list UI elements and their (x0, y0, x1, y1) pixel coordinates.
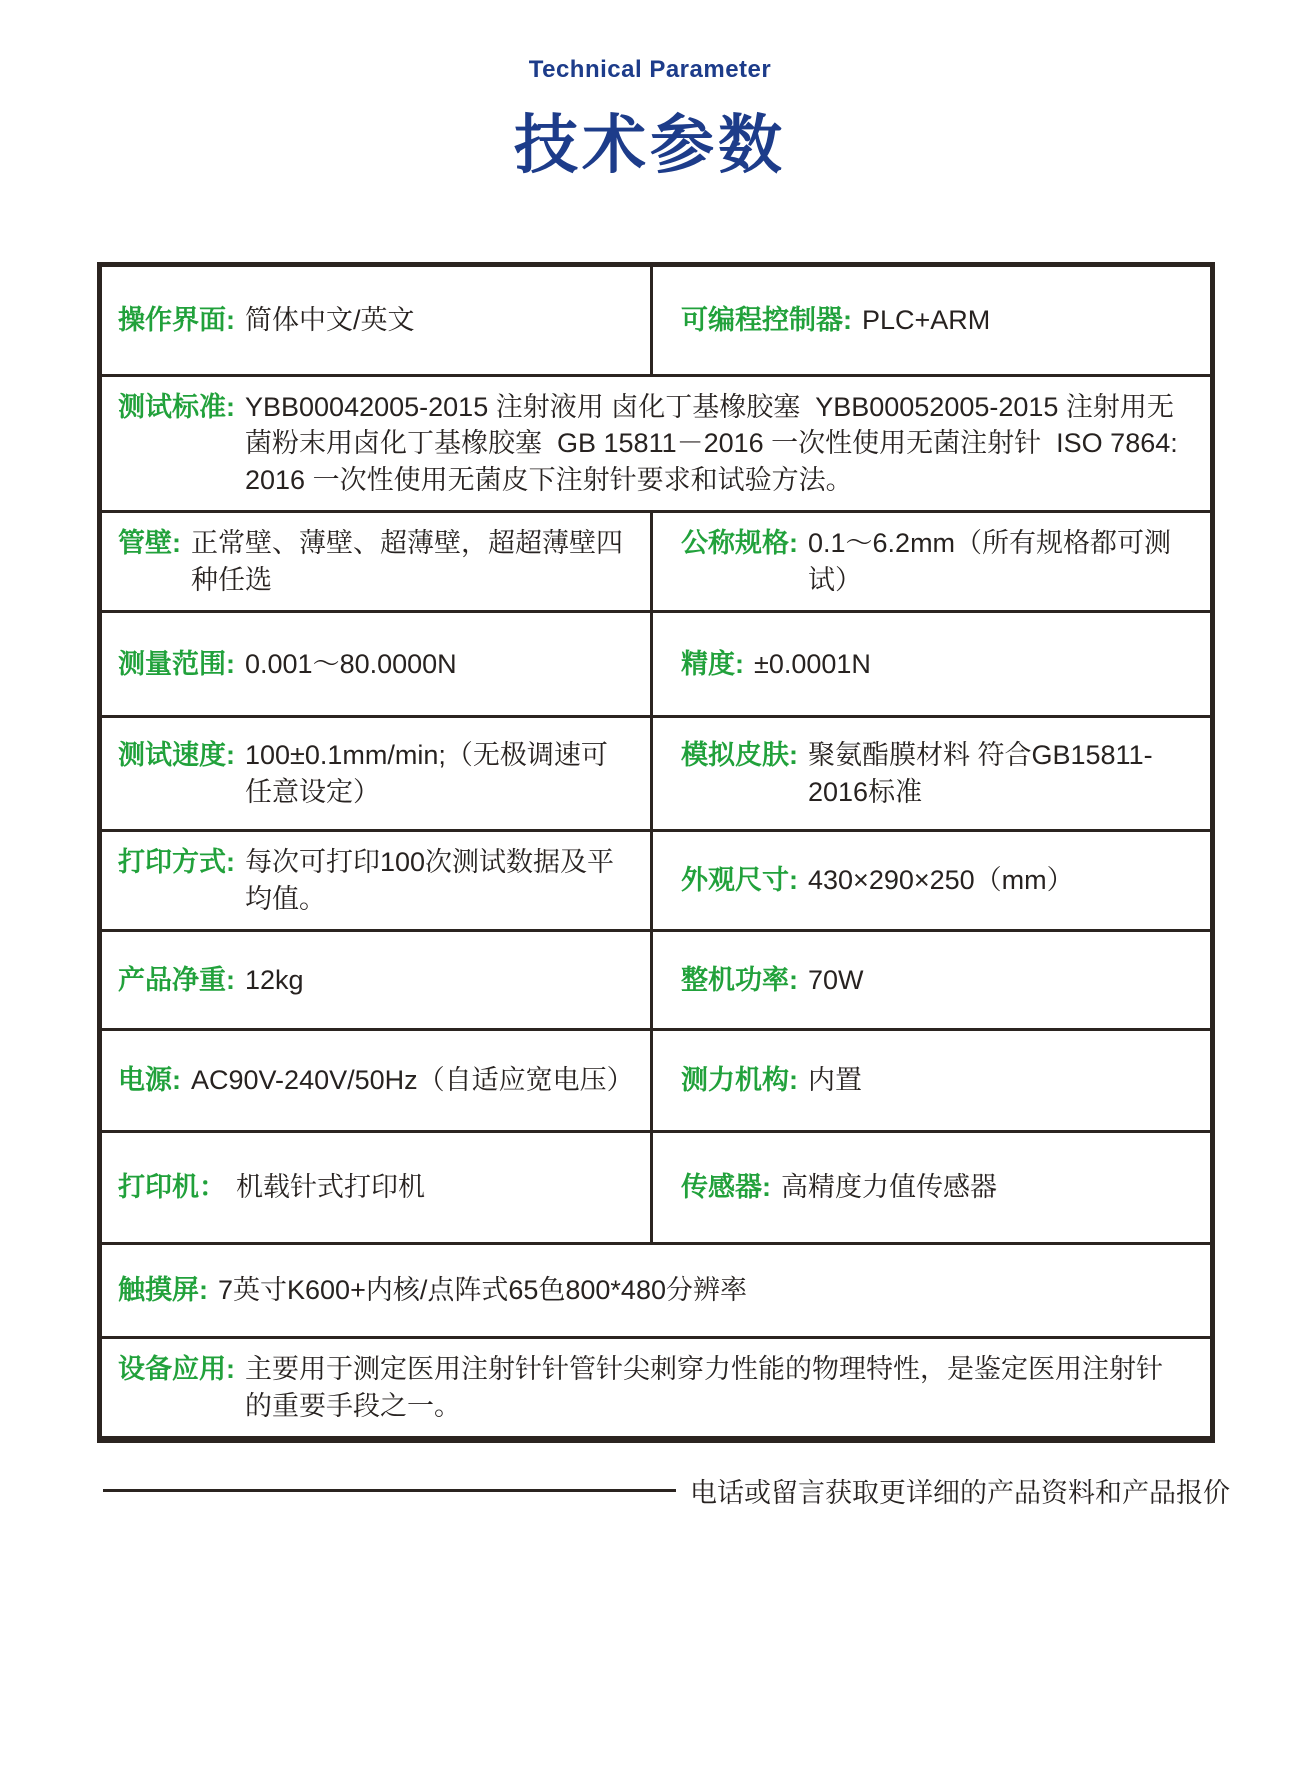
spec-table (97, 262, 1215, 1443)
spec-label: 触摸屏: (118, 1275, 208, 1306)
spec-cell (650, 613, 1210, 715)
spec-value: 每次可打印100次测试数据及平均值。 (245, 847, 615, 914)
spec-cell (650, 932, 1210, 1028)
spec-row (102, 829, 1210, 929)
spec-value: 主要用于测定医用注射针针管针尖刺穿力性能的物理特性，是鉴定医用注射针的重要手段之一。 (245, 1354, 1163, 1421)
page-title: 技术参数 (514, 109, 786, 181)
spec-cell (102, 718, 650, 829)
spec-value: YBB00042005-2015 注射液用 卤化丁基橡胶塞 YBB00052005-2015 注射用无菌粉末用卤化丁基橡胶塞 GB 15811－2016 一次性使用无菌注射针 ISO 7864: 2016 一次性使用无菌皮下注射针要求和试验方法。 (245, 392, 1186, 495)
spec-cell (102, 1133, 650, 1242)
spec-cell (650, 513, 1210, 610)
spec-row (102, 610, 1210, 715)
spec-cell (650, 832, 1210, 929)
spec-label: 传感器: (681, 1172, 771, 1203)
spec-label: 公称规格: (681, 528, 798, 559)
spec-value: AC90V-240V/50Hz（自适应宽电压） (191, 1065, 634, 1096)
spec-value: 0.1～6.2mm（所有规格都可测试） (808, 528, 1172, 595)
page-header (0, 56, 1300, 186)
spec-cell (102, 932, 650, 1028)
spec-cell (102, 513, 650, 610)
spec-cell (102, 1339, 1210, 1436)
spec-row (102, 1130, 1210, 1242)
spec-cell (102, 1031, 650, 1130)
footer-note: 电话或留言获取更详细的产品资料和产品报价 (690, 1477, 1230, 1508)
spec-cell (650, 1031, 1210, 1130)
spec-row (102, 929, 1210, 1028)
spec-value: PLC+ARM (862, 305, 991, 336)
header-subtitle-en: Technical Parameter (528, 56, 772, 83)
spec-label: 测力机构: (681, 1065, 798, 1096)
spec-row (102, 1242, 1210, 1336)
spec-label: 测试标准: (118, 392, 235, 422)
spec-value: 0.001～80.0000N (245, 648, 457, 679)
spec-row (102, 510, 1210, 610)
spec-cell (650, 718, 1210, 829)
spec-value: 聚氨酯膜材料 符合GB15811-2016标准 (808, 740, 1153, 807)
spec-label: 可编程控制器: (681, 305, 852, 336)
footer-divider-line (103, 1489, 676, 1492)
spec-label: 测试速度: (118, 740, 235, 771)
spec-cell (102, 613, 650, 715)
spec-label: 管壁: (118, 528, 181, 559)
spec-value: 简体中文/英文 (245, 305, 415, 336)
spec-cell (650, 267, 1210, 374)
spec-label: 操作界面: (118, 305, 235, 336)
spec-value: 内置 (808, 1065, 862, 1096)
spec-label: 精度: (681, 648, 744, 679)
spec-cell (102, 832, 650, 929)
spec-value: 70W (808, 964, 864, 995)
spec-cell (102, 377, 1210, 510)
spec-cell (102, 1245, 1210, 1336)
spec-value: 12kg (245, 964, 304, 995)
spec-label: 整机功率: (681, 964, 798, 995)
spec-label: 产品净重: (118, 964, 235, 995)
spec-label: 测量范围: (118, 648, 235, 679)
spec-label: 模拟皮肤: (681, 740, 798, 771)
spec-cell (650, 1133, 1210, 1242)
spec-value: 机载针式打印机 (236, 1172, 425, 1203)
spec-value: ±0.0001N (754, 648, 871, 679)
spec-row (102, 1028, 1210, 1130)
footer (103, 1470, 1230, 1510)
spec-label: 打印机： (118, 1172, 226, 1203)
spec-value: 430×290×250（mm） (808, 865, 1074, 896)
spec-label: 打印方式: (118, 847, 235, 878)
spec-row (102, 715, 1210, 829)
spec-value: 7英寸K600+内核/点阵式65色800*480分辨率 (218, 1275, 747, 1306)
spec-value: 正常壁、薄壁、超薄壁，超超薄壁四种任选 (191, 528, 623, 595)
spec-cell (102, 267, 650, 374)
spec-value: 高精度力值传感器 (781, 1172, 997, 1203)
spec-row (102, 374, 1210, 510)
spec-row (102, 1336, 1210, 1436)
spec-label: 外观尺寸: (681, 865, 798, 896)
spec-label: 电源: (118, 1065, 181, 1096)
spec-row (102, 267, 1210, 374)
spec-value: 100±0.1mm/min;（无极调速可任意设定） (245, 740, 608, 807)
spec-label: 设备应用: (118, 1354, 235, 1385)
